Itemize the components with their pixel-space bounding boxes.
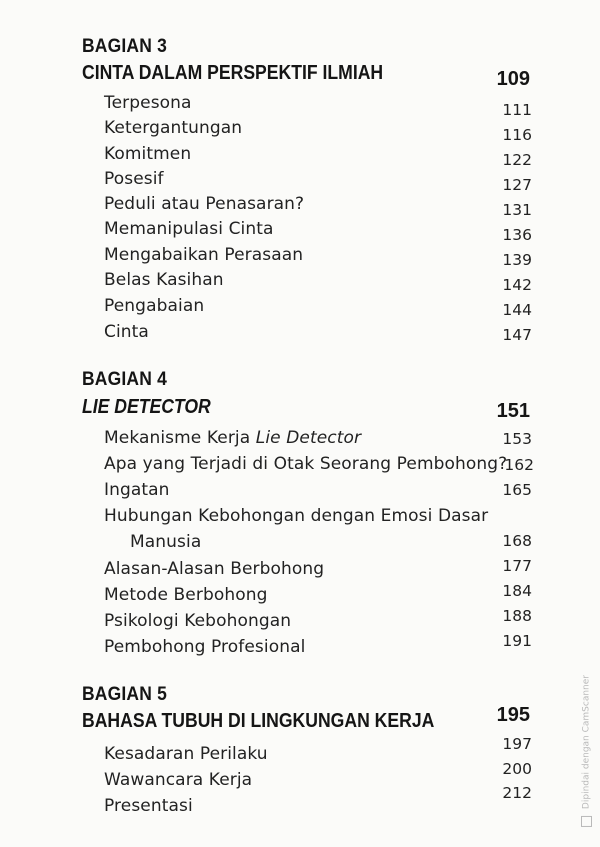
toc-entry-title: Metode Berbohong (104, 585, 268, 605)
toc-entry-page: 191 (502, 632, 532, 650)
section-4-page: 151 (496, 400, 530, 422)
section-4-label: BAGIAN 4 (82, 369, 167, 390)
toc-entry-title-prefix: Mekanisme Kerja (104, 428, 256, 448)
toc-entry-page: 200 (502, 760, 532, 778)
toc-entry-title: Wawancara Kerja (104, 770, 253, 790)
toc-entry-page: 122 (502, 151, 532, 169)
toc-entry-title: Cinta (104, 322, 149, 342)
toc-entry-page: 184 (502, 582, 532, 600)
scanner-watermark (581, 675, 592, 827)
toc-entry-title: Belas Kasihan (104, 270, 224, 290)
scanner-watermark-text: Dipindai dengan CamScanner (581, 675, 592, 810)
toc-entry-title: Mengabaikan Perasaan (104, 245, 304, 265)
toc-entry-page: 168 (502, 532, 532, 550)
toc-entry-page: 127 (502, 176, 532, 194)
toc-entry-page: 144 (502, 301, 532, 319)
toc-entry-page: 142 (502, 276, 532, 294)
toc-entry-title: Ingatan (104, 480, 170, 500)
toc-entry-title: Alasan-Alasan Berbohong (104, 559, 325, 579)
section-3-page: 109 (496, 68, 530, 90)
toc-entry-title-continued: Manusia (130, 532, 202, 552)
toc-entry-title-italic: Lie Detector (255, 428, 362, 448)
toc-entry-page: 136 (502, 226, 532, 244)
toc-entry-page: 177 (502, 557, 532, 575)
toc-entry-page: 153 (502, 430, 532, 448)
toc-entry-page: 165 (502, 481, 532, 499)
toc-entry-page: 197 (502, 735, 532, 753)
toc-entry-title: Pembohong Profesional (104, 637, 306, 657)
toc-entry-title: Ketergantungan (104, 118, 243, 138)
toc-entry-page: 188 (502, 607, 532, 625)
section-4-title: LIE DETECTOR (82, 396, 211, 418)
section-5-label: BAGIAN 5 (82, 684, 167, 705)
toc-entry-page: 139 (502, 251, 532, 269)
section-3-label: BAGIAN 3 (82, 36, 167, 57)
toc-entry-title: Memanipulasi Cinta (104, 219, 274, 239)
toc-entry-page: 162 (504, 456, 534, 474)
toc-entry-title: Komitmen (104, 144, 192, 164)
camscanner-logo-icon (581, 816, 592, 827)
toc-entry-title: Apa yang Terjadi di Otak Seorang Pembohong? (104, 454, 508, 474)
section-5-title: BAHASA TUBUH DI LINGKUNGAN KERJA (82, 710, 435, 732)
section-5-page: 195 (496, 704, 530, 726)
toc-entry-title: Psikologi Kebohongan (104, 611, 292, 631)
toc-entry-title: Kesadaran Perilaku (104, 744, 268, 764)
toc-entry-page: 131 (502, 201, 532, 219)
toc-entry-title (104, 428, 361, 448)
toc-entry-page: 147 (502, 326, 532, 344)
toc-entry-page: 116 (502, 126, 532, 144)
toc-entry-page: 111 (502, 101, 532, 119)
section-3-title: CINTA DALAM PERSPEKTIF ILMIAH (82, 62, 384, 84)
toc-entry-page: 212 (502, 784, 532, 802)
toc-entry-title: Pengabaian (104, 296, 205, 316)
toc-entry-title: Peduli atau Penasaran? (104, 194, 305, 214)
toc-entry-title: Posesif (104, 169, 164, 189)
toc-entry-title: Terpesona (104, 93, 192, 113)
toc-entry-title: Hubungan Kebohongan dengan Emosi Dasar (104, 506, 489, 526)
toc-entry-title: Presentasi (104, 796, 193, 816)
